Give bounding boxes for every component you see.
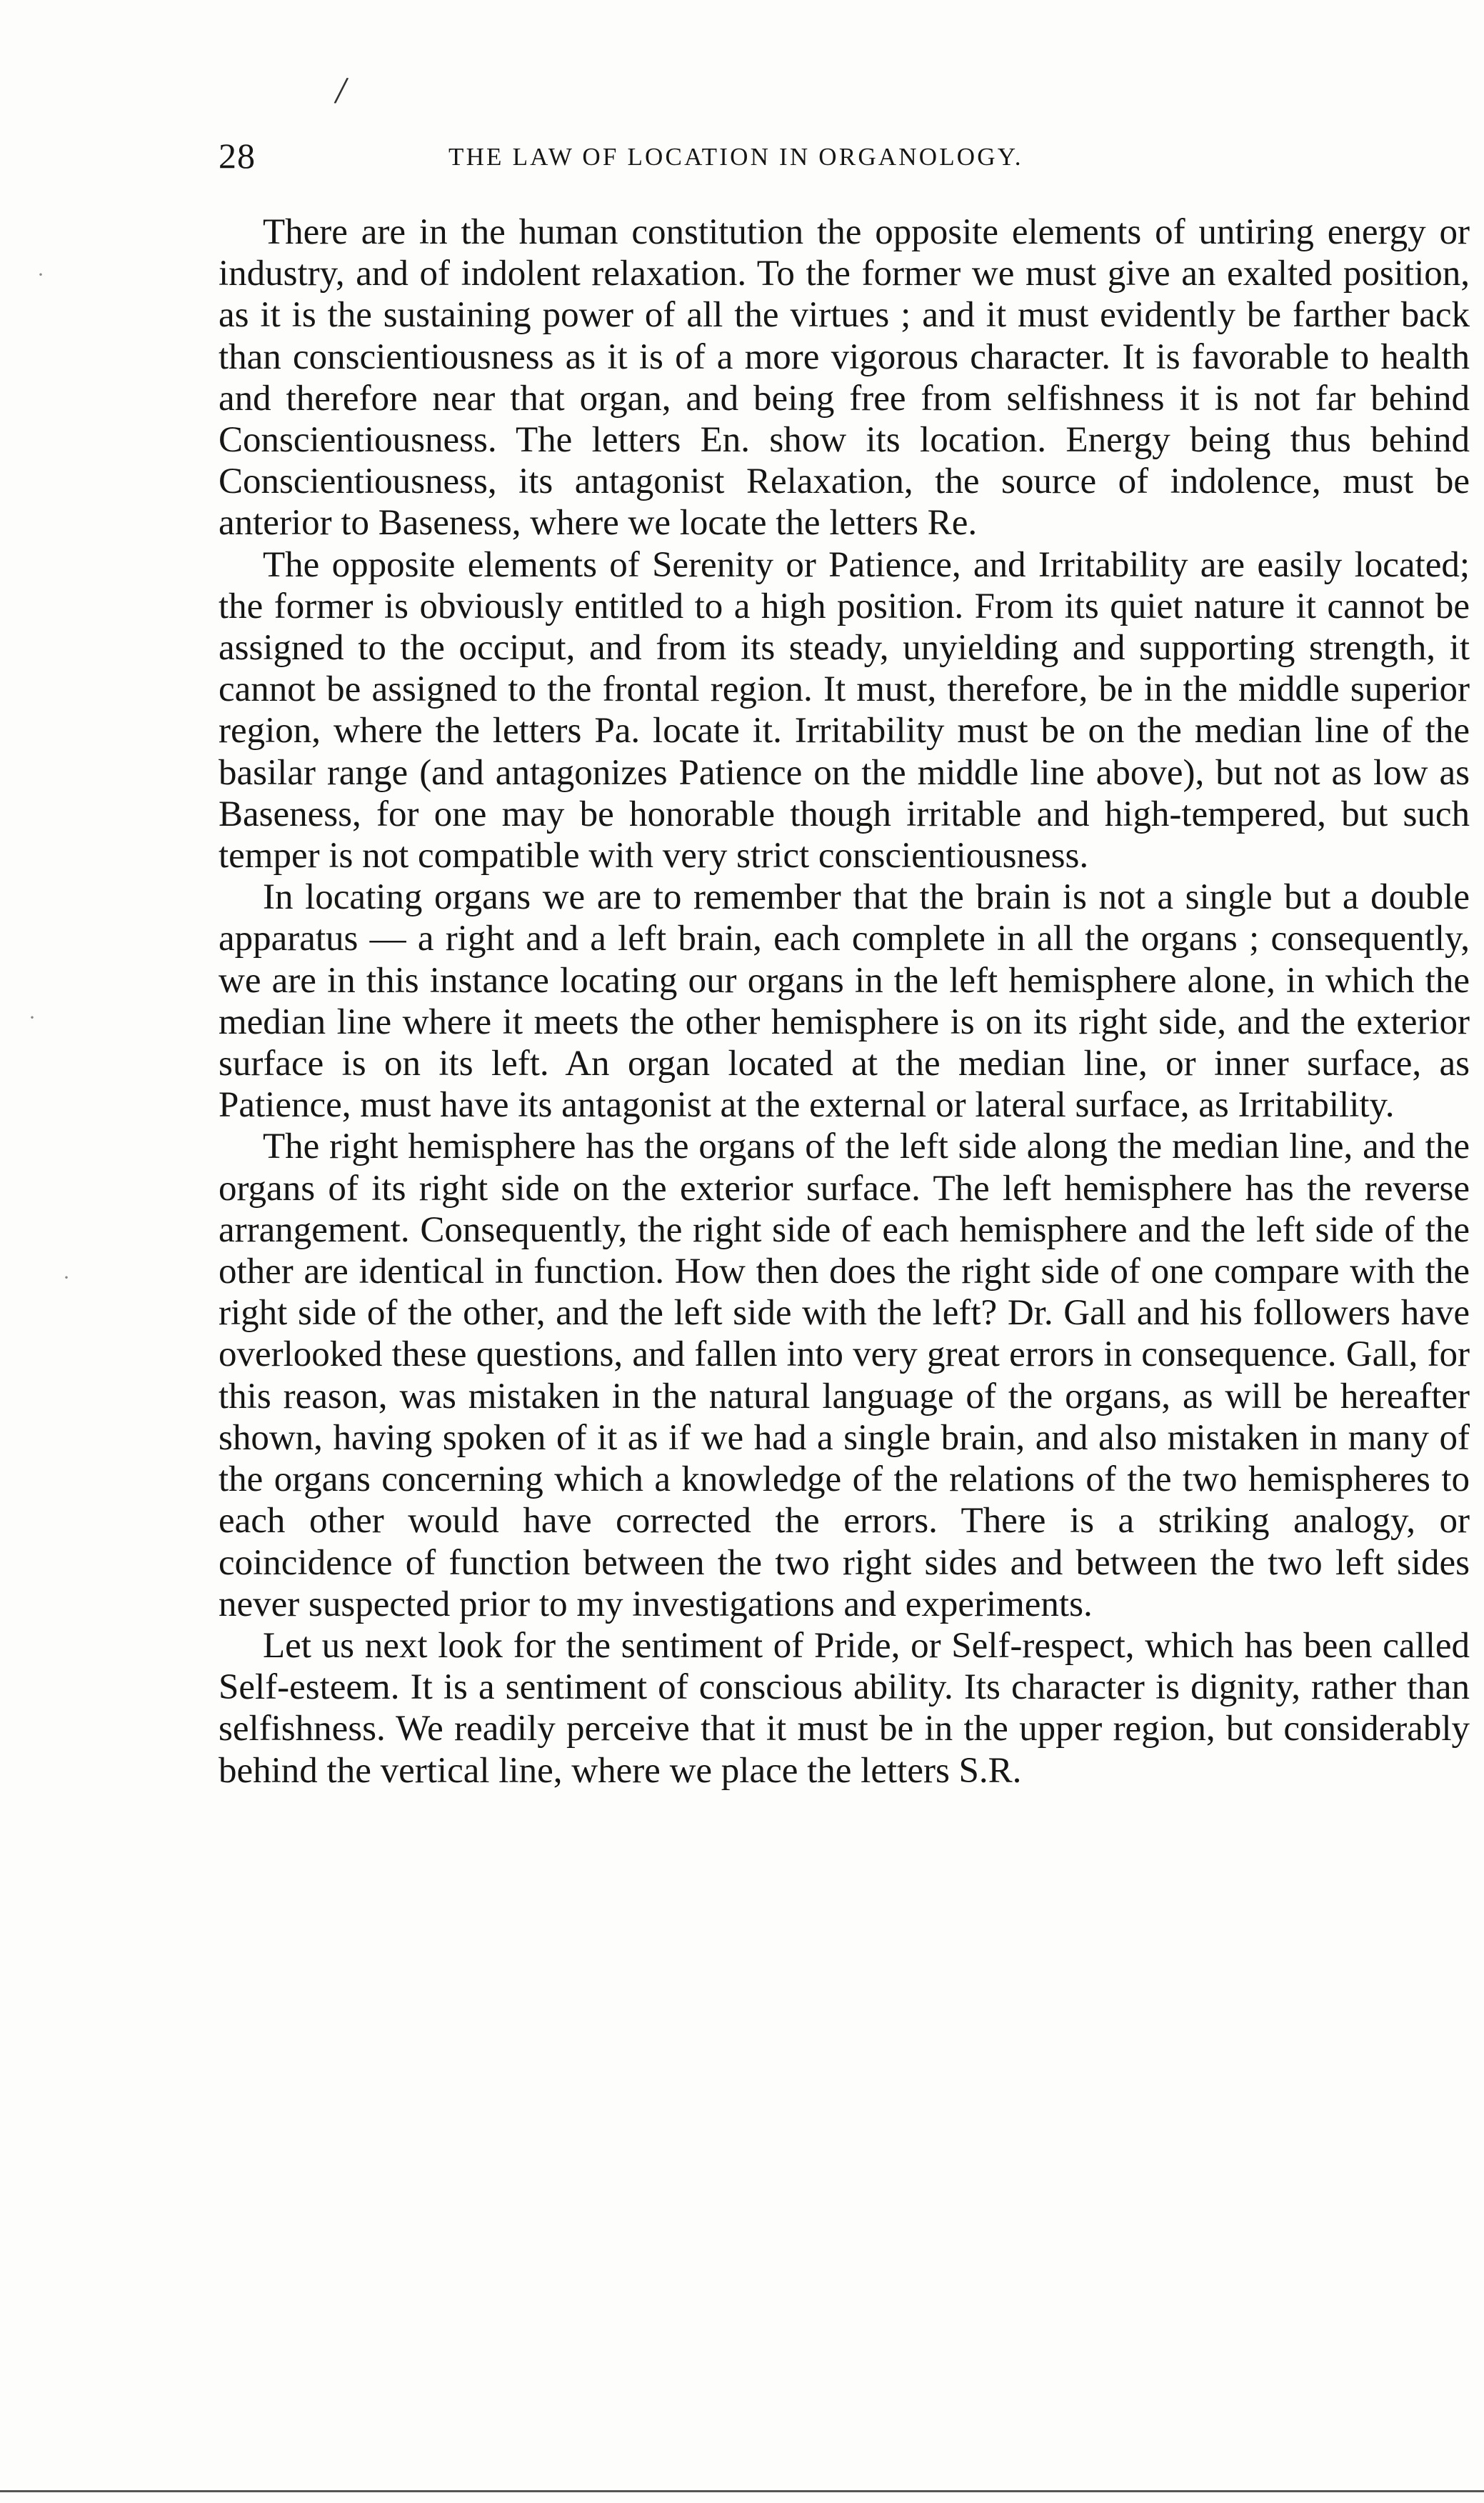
stray-pen-mark: / <box>332 68 350 114</box>
paragraph-double-brain: In locating organs we are to remember that the brain is not a single but a double apparatus — a right and a left brain, each complete in all the organs ; consequently, we are in this instance locating our organs in the left hemisphere alone, in which the median line where it meets the other hemisphere is on its right side, and the exterior surface is on its left. An organ located at the median line, or inner surface, as Patience, must have its antagonist at the external or lateral surface, as Irritability. <box>219 877 1470 1126</box>
body-text <box>219 211 1470 1792</box>
margin-speck: · <box>29 1006 36 1029</box>
paragraph-patience-irritability: The opposite elements of Serenity or Patience, and Irritability are easily located; the former is obviously entitled to a high position. From its quiet nature it cannot be assigned to the occiput, and from its steady, unyielding and supporting strength, it cannot be assigned to the frontal region. It must, therefore, be in the middle superior region, where the letters Pa. locate it. Irritability must be on the median line of the basilar range (and antagonizes Patience on the middle line above), but not as low as Baseness, for one may be honorable though irritable and high-tempered, but such temper is not compatible with very strict conscientiousness. <box>219 544 1470 876</box>
paragraph-energy-relaxation: There are in the human constitution the opposite elements of untiring energy or industry, and of indolent relaxation. To the former we must give an exalted position, as it is the sustaining power of all the virtues ; and it must evidently be farther back than conscientiousness as it is of a more vigorous character. It is favorable to health and therefore near that organ, and being free from selfishness it is not far behind Conscientiousness. The letters En. show its location. Energy being thus behind Conscientiousness, its antagonist Relaxation, the source of indolence, must be anterior to Baseness, where we locate the letters Re. <box>219 212 1470 544</box>
margin-speck: · <box>63 1266 70 1289</box>
paragraph-self-esteem: Let us next look for the sentiment of Pride, or Self-respect, which has been called Self-esteem. It is a sentiment of conscious ability. Its character is dignity, rather than selfishness. We readily perceive that it must be in the upper region, but considerably behind the vertical line, where we place the letters S.R. <box>219 1625 1470 1791</box>
bottom-rule <box>0 2490 1484 2492</box>
page-header <box>219 134 1238 177</box>
running-head: THE LAW OF LOCATION IN ORGANOLOGY. <box>448 143 1023 171</box>
margin-speck: · <box>37 263 44 286</box>
page-number: 28 <box>219 136 256 176</box>
paragraph-hemispheres: The right hemisphere has the organs of the left side along the median line, and the organs of its right side on the exterior surface. The left hemisphere has the reverse arrangement. Consequently, the right side of each hemisphere and the left side of the other are identical in function. How then does the right side of one compare with the right side of the other, and the left side with the left? Dr. Gall and his followers have overlooked these questions, and fallen into very great errors in consequence. Gall, for this reason, was mistaken in the natural language of the organs, as will be hereafter shown, having spoken of it as if we had a single brain, and also mistaken in many of the organs concerning which a knowledge of the relations of the two hemispheres to each other would have corrected the errors. There is a striking analogy, or coincidence of function between the two right sides and between the two left sides never suspected prior to my investigations and experiments. <box>219 1126 1470 1624</box>
